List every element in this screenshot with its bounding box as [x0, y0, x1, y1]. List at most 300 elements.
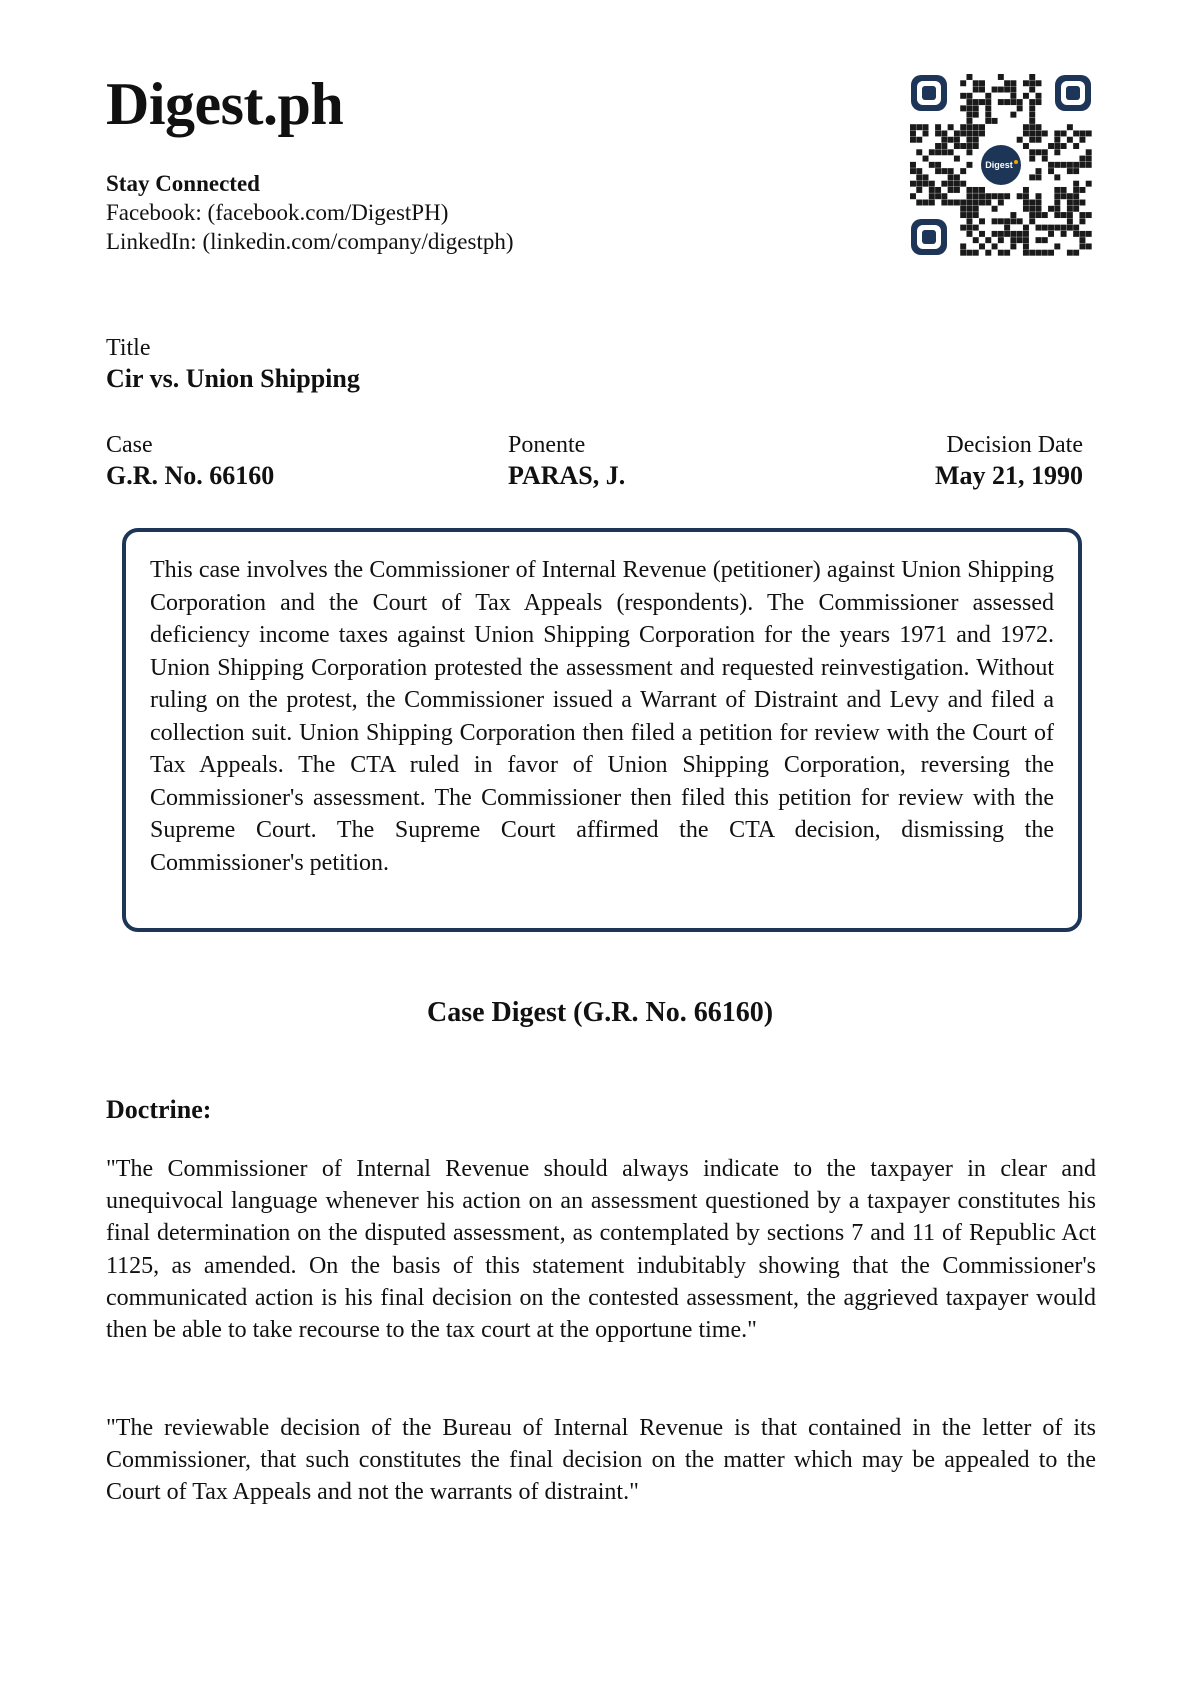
qr-module — [1004, 218, 1010, 224]
qr-module — [1073, 225, 1079, 231]
qr-module — [1017, 193, 1023, 199]
qr-module — [1023, 243, 1029, 249]
case-digest-heading: Case Digest (G.R. No. 66160) — [426, 997, 774, 1028]
qr-module — [1029, 112, 1035, 118]
qr-module — [1004, 87, 1010, 93]
qr-module — [966, 124, 972, 130]
qr-module — [998, 200, 1004, 206]
qr-module — [916, 181, 922, 187]
qr-center-logo-icon — [977, 141, 1025, 189]
qr-module — [1079, 231, 1085, 237]
qr-module — [1042, 225, 1048, 231]
qr-module — [1061, 225, 1067, 231]
qr-module — [1067, 124, 1073, 130]
qr-module — [929, 187, 935, 193]
qr-module — [966, 99, 972, 105]
ponente-name: PARAS, J. — [508, 461, 626, 490]
qr-module — [1073, 181, 1079, 187]
qr-module — [1073, 200, 1079, 206]
doctrine-paragraph-2: "The reviewable decision of the Bureau of Internal Revenue is that contained in the letter of its Commissioner, that such constitutes the final decision on the matter which may be appealed to the Court of Tax Appeals and not the warrants of distraint." — [106, 1415, 1096, 1506]
qr-module — [979, 193, 985, 199]
qr-module — [1017, 99, 1023, 105]
qr-module — [935, 143, 941, 149]
qr-module — [960, 93, 966, 99]
qr-module — [960, 143, 966, 149]
qr-module — [1061, 231, 1067, 237]
qr-module — [966, 105, 972, 111]
qr-module — [966, 200, 972, 206]
qr-module — [1086, 181, 1092, 187]
qr-module — [1029, 250, 1035, 256]
qr-module — [1067, 137, 1073, 143]
qr-module — [960, 243, 966, 249]
qr-module — [1036, 250, 1042, 256]
qr-module — [1036, 193, 1042, 199]
qr-module — [910, 168, 916, 174]
qr-module — [1054, 212, 1060, 218]
qr-module — [916, 174, 922, 180]
qr-module — [1023, 237, 1029, 243]
qr-module — [985, 112, 991, 118]
qr-module — [973, 206, 979, 212]
qr-module — [966, 162, 972, 168]
qr-module — [910, 130, 916, 136]
qr-module — [960, 200, 966, 206]
qr-module — [916, 200, 922, 206]
decision-date: May 21, 1990 — [934, 461, 1083, 490]
qr-module — [998, 99, 1004, 105]
qr-module — [1029, 156, 1035, 162]
qr-module — [1029, 212, 1035, 218]
linkedin-link[interactable]: LinkedIn: (linkedin.com/company/digestph) — [106, 229, 514, 254]
qr-module — [1029, 118, 1035, 124]
qr-module — [985, 193, 991, 199]
qr-module — [1023, 93, 1029, 99]
qr-module — [1086, 212, 1092, 218]
qr-module — [973, 193, 979, 199]
qr-module — [973, 137, 979, 143]
qr-module — [985, 99, 991, 105]
qr-module — [1029, 130, 1035, 136]
qr-module — [910, 137, 916, 143]
qr-module — [1048, 231, 1054, 237]
qr-module — [973, 225, 979, 231]
qr-module — [1067, 162, 1073, 168]
qr-module — [954, 137, 960, 143]
qr-module — [1004, 231, 1010, 237]
qr-module — [1036, 130, 1042, 136]
qr-module — [941, 193, 947, 199]
qr-module — [979, 130, 985, 136]
qr-module — [960, 181, 966, 187]
qr-module — [1029, 206, 1035, 212]
qr-module — [960, 212, 966, 218]
qr-module — [910, 193, 916, 199]
qr-module — [966, 193, 972, 199]
qr-module — [973, 87, 979, 93]
qr-module — [992, 118, 998, 124]
qr-module — [1036, 124, 1042, 130]
qr-module — [960, 130, 966, 136]
qr-module — [1029, 218, 1035, 224]
qr-module — [1048, 250, 1054, 256]
qr-module — [998, 193, 1004, 199]
qr-module — [1054, 174, 1060, 180]
qr-module — [1010, 87, 1016, 93]
qr-module — [916, 168, 922, 174]
qr-module — [1054, 130, 1060, 136]
qr-module — [973, 143, 979, 149]
qr-module — [1086, 231, 1092, 237]
qr-module — [1036, 212, 1042, 218]
qr-module — [1023, 187, 1029, 193]
qr-module — [954, 181, 960, 187]
qr-module — [1010, 80, 1016, 86]
qr-module — [1029, 74, 1035, 80]
qr-module — [1073, 250, 1079, 256]
qr-module — [998, 74, 1004, 80]
qr-module — [935, 168, 941, 174]
qr-module — [966, 218, 972, 224]
qr-module — [973, 200, 979, 206]
qr-module — [966, 206, 972, 212]
qr-module — [1073, 143, 1079, 149]
qr-module — [1042, 237, 1048, 243]
qr-module — [1004, 99, 1010, 105]
qr-module — [966, 112, 972, 118]
qr-module — [1029, 174, 1035, 180]
qr-module — [935, 162, 941, 168]
qr-module — [1017, 218, 1023, 224]
qr-module — [966, 118, 972, 124]
qr-module — [966, 225, 972, 231]
qr-module — [960, 80, 966, 86]
qr-module — [973, 80, 979, 86]
qr-module — [985, 237, 991, 243]
qr-module — [1048, 143, 1054, 149]
qr-module — [1042, 212, 1048, 218]
qr-module — [1010, 243, 1016, 249]
qr-module — [1036, 200, 1042, 206]
qr-module — [966, 93, 972, 99]
qr-module — [1029, 149, 1035, 155]
qr-module — [1073, 130, 1079, 136]
facebook-link[interactable]: Facebook: (facebook.com/DigestPH) — [106, 200, 449, 225]
qr-module — [935, 124, 941, 130]
qr-module — [998, 250, 1004, 256]
qr-module — [1036, 225, 1042, 231]
qr-module — [1010, 212, 1016, 218]
qr-module — [1048, 162, 1054, 168]
qr-module — [1048, 206, 1054, 212]
brand-title: Digest.ph — [106, 71, 344, 137]
qr-module — [948, 200, 954, 206]
qr-module — [948, 124, 954, 130]
qr-module — [941, 130, 947, 136]
qr-module — [979, 187, 985, 193]
qr-module — [1036, 80, 1042, 86]
qr-module — [1010, 231, 1016, 237]
qr-module — [1061, 130, 1067, 136]
qr-module — [1086, 149, 1092, 155]
qr-module — [1073, 193, 1079, 199]
qr-module — [910, 124, 916, 130]
qr-module — [973, 250, 979, 256]
qr-module — [923, 200, 929, 206]
qr-module — [1010, 237, 1016, 243]
qr-module — [1067, 250, 1073, 256]
qr-module — [979, 124, 985, 130]
qr-module — [1067, 225, 1073, 231]
qr-module — [1079, 243, 1085, 249]
qr-module — [954, 130, 960, 136]
qr-module — [966, 187, 972, 193]
qr-module — [992, 206, 998, 212]
qr-module — [966, 137, 972, 143]
qr-module — [1017, 105, 1023, 111]
qr-module — [966, 74, 972, 80]
qr-module — [960, 105, 966, 111]
qr-module — [1054, 162, 1060, 168]
qr-module — [992, 243, 998, 249]
qr-module — [923, 174, 929, 180]
qr-module — [1079, 212, 1085, 218]
qr-module — [910, 181, 916, 187]
qr-module — [960, 250, 966, 256]
qr-module — [979, 243, 985, 249]
qr-module — [1086, 156, 1092, 162]
qr-module — [1067, 168, 1073, 174]
qr-module — [1036, 206, 1042, 212]
qr-module — [1054, 200, 1060, 206]
qr-module — [1017, 231, 1023, 237]
qr-module — [1079, 162, 1085, 168]
qr-module — [935, 130, 941, 136]
qr-module — [1086, 130, 1092, 136]
qr-module — [966, 212, 972, 218]
qr-module — [973, 112, 979, 118]
qr-module — [1036, 99, 1042, 105]
qr-finder-bottom-left — [911, 219, 947, 255]
title-label: Title — [106, 335, 151, 361]
qr-module — [1010, 93, 1016, 99]
qr-module — [929, 200, 935, 206]
qr-module — [966, 231, 972, 237]
qr-module — [941, 200, 947, 206]
qr-module — [935, 193, 941, 199]
case-label: Case — [106, 432, 153, 458]
qr-module — [992, 193, 998, 199]
qr-module — [1036, 137, 1042, 143]
qr-finder-top-right — [1055, 75, 1091, 111]
qr-module — [1042, 149, 1048, 155]
qr-module — [1004, 193, 1010, 199]
qr-module — [954, 156, 960, 162]
qr-module — [973, 99, 979, 105]
qr-module — [923, 124, 929, 130]
qr-module — [1079, 218, 1085, 224]
qr-module — [1004, 80, 1010, 86]
qr-module — [979, 200, 985, 206]
qr-module — [923, 130, 929, 136]
qr-module — [1042, 250, 1048, 256]
qr-module — [1023, 130, 1029, 136]
qr-module — [923, 181, 929, 187]
qr-module — [948, 168, 954, 174]
qr-module — [1079, 156, 1085, 162]
qr-module — [1029, 200, 1035, 206]
doctrine-heading: Doctrine: — [106, 1095, 212, 1124]
qr-module — [948, 181, 954, 187]
qr-module — [1073, 168, 1079, 174]
qr-module — [916, 149, 922, 155]
qr-module — [1010, 99, 1016, 105]
ponente-label: Ponente — [508, 432, 586, 458]
qr-module — [1054, 143, 1060, 149]
qr-module — [1061, 143, 1067, 149]
qr-module — [979, 218, 985, 224]
qr-module — [1010, 112, 1016, 118]
qr-module — [1023, 124, 1029, 130]
qr-module — [992, 231, 998, 237]
qr-module — [1054, 149, 1060, 155]
case-summary-text: This case involves the Commissioner of Internal Revenue (petitioner) against Union Shipping Corporation and the Court of Tax Appeals (respondents). The Commissioner assessed deficiency income taxes against Union Shipping Corporation for the years 1971 and 1972. Union Shipping Corporation protested the assessment and requested reinvestigation. Without ruling on the protest, the Commissioner issued a Warrant of Distraint and Levy and filed a collection suit. Union Shipping Corporation then filed a petition for review with the Court of Tax Appeals. The CTA ruled in favor of Union Shipping Corporation, reversing the Commissioner's assessment. The Commissioner then filed this petition for review with the Supreme Court. The Supreme Court affirmed the CTA decision, dismissing the Commissioner's petition. — [150, 557, 1054, 876]
qr-module — [1048, 225, 1054, 231]
qr-module — [960, 124, 966, 130]
qr-module — [998, 87, 1004, 93]
qr-module — [935, 149, 941, 155]
qr-module — [916, 137, 922, 143]
qr-module — [973, 187, 979, 193]
qr-module — [954, 174, 960, 180]
qr-module — [1036, 174, 1042, 180]
qr-module — [1010, 218, 1016, 224]
qr-module — [1073, 206, 1079, 212]
stay-connected-heading: Stay Connected — [106, 171, 260, 196]
qr-module — [1023, 193, 1029, 199]
qr-module — [1042, 156, 1048, 162]
qr-module — [923, 156, 929, 162]
qr-module — [1073, 187, 1079, 193]
qr-code — [910, 74, 1092, 256]
qr-module — [1054, 137, 1060, 143]
qr-module — [966, 149, 972, 155]
qr-module — [948, 137, 954, 143]
qr-module — [935, 187, 941, 193]
qr-module — [960, 225, 966, 231]
qr-module — [966, 130, 972, 136]
qr-module — [985, 93, 991, 99]
qr-module — [1023, 225, 1029, 231]
qr-module — [954, 200, 960, 206]
qr-module — [941, 137, 947, 143]
qr-module — [916, 124, 922, 130]
qr-module — [966, 143, 972, 149]
qr-module — [948, 149, 954, 155]
case-title: Cir vs. Union Shipping — [106, 364, 360, 393]
qr-module — [929, 162, 935, 168]
qr-module — [1042, 130, 1048, 136]
qr-module — [1023, 206, 1029, 212]
qr-module — [1036, 93, 1042, 99]
qr-module — [1036, 149, 1042, 155]
qr-module — [1023, 200, 1029, 206]
qr-module — [1061, 193, 1067, 199]
qr-module — [960, 168, 966, 174]
qr-module — [985, 250, 991, 256]
qr-module — [998, 237, 1004, 243]
qr-module — [979, 99, 985, 105]
qr-module — [985, 118, 991, 124]
qr-module — [973, 130, 979, 136]
qr-module — [1067, 193, 1073, 199]
qr-module — [979, 87, 985, 93]
qr-module — [1029, 87, 1035, 93]
doctrine-paragraph-1: "The Commissioner of Internal Revenue should always indicate to the taxpayer in clear and unequivocal language whenever his action on an assessment questioned by a taxpayer constitutes his final determination on the disputed assessment, as contemplated by sections 7 and 11 of Republic Act 1125, as amended. On the basis of this statement indubitably showing that the Commissioner's communicated action is his final decision on the contested assessment, the aggrieved taxpayer would then be able to take recourse to the tax court at the opportune time." — [106, 1156, 1096, 1344]
qr-module — [1029, 124, 1035, 130]
case-summary-box — [122, 528, 1082, 932]
qr-module — [1067, 200, 1073, 206]
qr-module — [985, 105, 991, 111]
qr-module — [941, 143, 947, 149]
qr-module — [1029, 105, 1035, 111]
qr-module — [973, 212, 979, 218]
qr-module — [973, 124, 979, 130]
qr-module — [1029, 80, 1035, 86]
qr-module — [1086, 243, 1092, 249]
qr-module — [992, 218, 998, 224]
qr-module — [992, 87, 998, 93]
qr-module — [1023, 231, 1029, 237]
qr-module — [1023, 250, 1029, 256]
qr-module — [910, 162, 916, 168]
case-number: G.R. No. 66160 — [106, 461, 275, 490]
qr-module — [1079, 187, 1085, 193]
qr-module — [1048, 168, 1054, 174]
qr-module — [1017, 137, 1023, 143]
qr-module — [929, 193, 935, 199]
qr-module — [1029, 137, 1035, 143]
qr-module — [998, 231, 1004, 237]
qr-module — [1054, 243, 1060, 249]
qr-module — [1023, 143, 1029, 149]
qr-module — [1054, 206, 1060, 212]
qr-module — [1054, 193, 1060, 199]
qr-module — [1073, 162, 1079, 168]
qr-module — [1079, 130, 1085, 136]
qr-module — [998, 218, 1004, 224]
qr-module — [960, 206, 966, 212]
qr-module — [1054, 187, 1060, 193]
qr-module — [973, 237, 979, 243]
qr-module — [1086, 162, 1092, 168]
qr-module — [985, 200, 991, 206]
qr-module — [1036, 237, 1042, 243]
qr-module — [929, 149, 935, 155]
qr-module — [1054, 225, 1060, 231]
qr-module — [941, 181, 947, 187]
qr-module — [1061, 162, 1067, 168]
qr-module — [916, 187, 922, 193]
qr-module — [1029, 99, 1035, 105]
qr-module — [1079, 200, 1085, 206]
qr-module — [1061, 212, 1067, 218]
decision-date-label: Decision Date — [946, 432, 1083, 458]
qr-module — [948, 174, 954, 180]
qr-module — [1067, 212, 1073, 218]
qr-finder-top-left — [911, 75, 947, 111]
qr-module — [1067, 206, 1073, 212]
